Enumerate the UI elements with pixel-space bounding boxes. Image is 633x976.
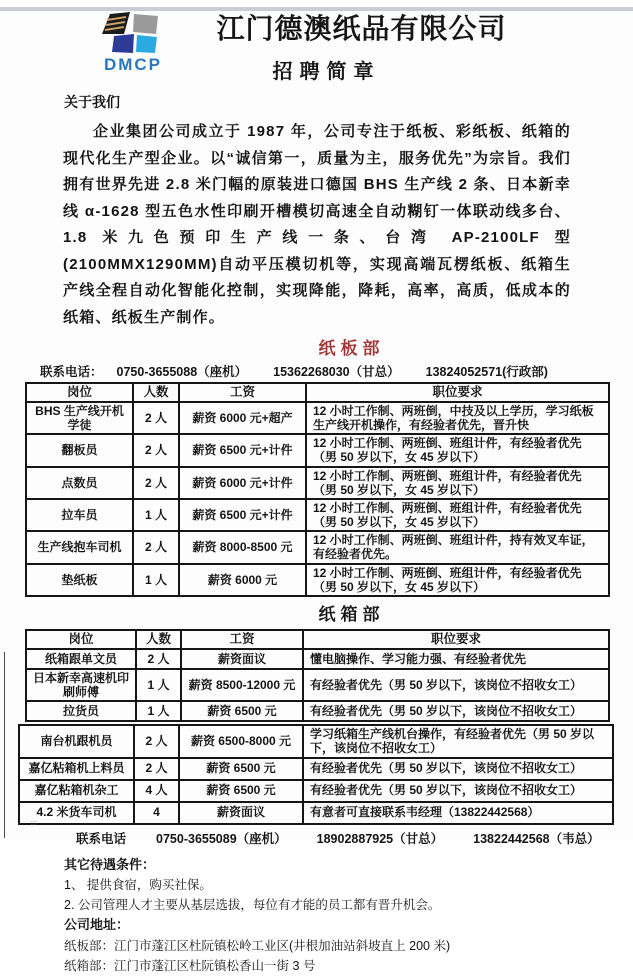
cell: 薪资面议 xyxy=(181,649,303,669)
cell: 薪资 6000 元 xyxy=(179,564,306,596)
table-row xyxy=(19,725,613,757)
benefit-item: 2. 公司管理人才主要从基层选拔，每位有才能的员工都有晋升机会。 xyxy=(64,895,633,915)
column-header: 岗位 xyxy=(26,383,133,402)
cell: 南台机跟机员 xyxy=(19,725,134,757)
phone-manager-gan: 15362268030（甘总） xyxy=(273,362,399,380)
table-row xyxy=(26,402,609,434)
cell: 薪资 6500 元+计件 xyxy=(179,434,306,466)
table-row xyxy=(26,499,609,531)
cell: 点数员 xyxy=(26,467,133,499)
table-row xyxy=(26,564,609,596)
cell: 4 人 xyxy=(134,780,179,802)
cell: 2 人 xyxy=(134,725,179,757)
cell: 薪资 6500 元+计件 xyxy=(179,499,306,531)
cell: 薪资 6500 元 xyxy=(179,780,303,802)
cell: 薪资 6000 元+超产 xyxy=(179,402,306,434)
table-row xyxy=(26,649,609,669)
footer-info xyxy=(64,855,633,976)
cell: 1 人 xyxy=(136,669,181,701)
table-row xyxy=(19,758,613,780)
table-row xyxy=(26,434,609,466)
cell: 2 人 xyxy=(136,649,181,669)
cell: 2 人 xyxy=(134,758,179,780)
column-header: 工资 xyxy=(181,630,303,649)
cell: 薪资 6500-8000 元 xyxy=(179,725,303,757)
about-paragraph: 企业集团公司成立于 1987 年，公司专注于纸板、彩纸板、纸箱的现代化生产型企业。以“诚信第一，质量为主，服务优先”为宗旨。我们拥有世界先进 2.8 米门幅的原装进口德国 BHS 生产线 2 条、日本新幸线 α-1628 型五色水性印刷开槽模切高速全自动糊钉一体联动线多台、1.8 米九色预印生产线一条、台湾 AP-2100LF 型(2100MMX1290MM)自动平压模切机等，实现高端瓦楞纸板、纸箱生产线全程自动化智能化控制，实现降能，降耗，高率，高质，低成本的纸箱、纸板生产制作。 xyxy=(63,119,571,331)
cell: 4 xyxy=(134,802,179,824)
cell: 12 小时工作制、两班倒，中技及以上学历，学习纸板生产线开机操作，有经验者优先，晋升快 xyxy=(306,402,609,434)
cell: 4.2 米货车司机 xyxy=(19,802,134,824)
table-row xyxy=(26,467,609,499)
cell: 垫纸板 xyxy=(26,564,133,596)
box-jobs-table-top xyxy=(25,629,610,722)
cell: 2 人 xyxy=(133,531,179,563)
cell: 1 人 xyxy=(136,701,181,721)
phone-landline: 0750-3655088（座机） xyxy=(117,362,248,380)
column-header: 岗位 xyxy=(26,630,136,649)
cell: 1 人 xyxy=(133,499,179,531)
phone-admin: 13824052571(行政部) xyxy=(426,362,548,380)
benefit-item: 1、 提供食宿，购买社保。 xyxy=(64,875,633,895)
cell: 嘉亿粘箱机上料员 xyxy=(19,758,134,780)
table-row xyxy=(26,669,609,701)
cell: 有经验者优先（男 50 岁以下，该岗位不招收女工） xyxy=(303,758,613,780)
contact-label: 联系电话 xyxy=(76,829,126,847)
cell: 2 人 xyxy=(133,402,179,434)
column-header: 工资 xyxy=(179,383,306,402)
box-jobs-table-bottom xyxy=(18,724,614,824)
cell: BHS 生产线开机学徒 xyxy=(26,402,133,434)
cell: 日本新幸高速机印刷师傅 xyxy=(26,669,136,701)
window-top-edge xyxy=(0,7,633,11)
column-header: 人数 xyxy=(136,630,181,649)
header-row xyxy=(26,383,609,402)
table-row xyxy=(19,780,613,802)
cell: 1 人 xyxy=(133,564,179,596)
about-heading: 关于我们 xyxy=(64,92,633,112)
board-jobs-table xyxy=(25,382,610,597)
phone-landline: 0750-3655089（座机） xyxy=(156,829,287,847)
cell: 有意者可直接联系韦经理（13822442568） xyxy=(303,802,613,824)
page-title: 招聘简章 xyxy=(20,55,633,84)
cell: 嘉亿粘箱机杂工 xyxy=(19,780,134,802)
page-mark: ∷ xyxy=(31,819,37,828)
logo-graphic xyxy=(100,12,166,54)
cell: 懂电脑操作、学习能力强、有经验者优先 xyxy=(303,649,609,669)
logo-text: DMCP xyxy=(96,55,170,75)
cell: 2 人 xyxy=(133,434,179,466)
contact-label: 联系电话： xyxy=(40,362,103,380)
box-contact-line xyxy=(76,829,633,847)
column-header: 职位要求 xyxy=(306,383,609,402)
cell: 薪资 8000-8500 元 xyxy=(179,531,306,563)
cell: 翻板员 xyxy=(26,434,133,466)
cell: 薪资面议 xyxy=(179,802,303,824)
header-row xyxy=(26,630,609,649)
cell: 生产线抱车司机 xyxy=(26,531,133,563)
cell: 纸箱跟单文员 xyxy=(26,649,136,669)
table-row xyxy=(26,531,609,563)
textframe-border xyxy=(4,652,5,838)
cell: 薪资 6000 元+计件 xyxy=(179,467,306,499)
cell: 12 小时工作制、两班倒、班组计件，有经验者优先（男 50 岁以下，女 45 岁以下） xyxy=(306,499,609,531)
cell: 薪资 8500-12000 元 xyxy=(181,669,303,701)
cell: 薪资 6500 元 xyxy=(181,701,303,721)
table-row xyxy=(26,701,609,721)
cell: 薪资 6500 元 xyxy=(179,758,303,780)
cell: 有经验者优先（男 50 岁以下，该岗位不招收女工） xyxy=(303,780,613,802)
cell: 拉车员 xyxy=(26,499,133,531)
board-section-title: 纸板部 xyxy=(70,334,633,359)
cell: 12 小时工作制、两班倒、班组计件，有经验者优先（男 50 岁以下，女 45 岁以下） xyxy=(306,467,609,499)
box-section-title: 纸箱部 xyxy=(70,600,633,625)
address-box: 纸箱部：江门市蓬江区杜阮镇松香山一街 3 号 xyxy=(64,956,633,976)
cell: 12 小时工作制、两班倒、班组计件，有经验者优先（男 50 岁以下，女 45 岁以下） xyxy=(306,434,609,466)
address-heading: 公司地址： xyxy=(64,915,633,936)
cell: 2 人 xyxy=(133,467,179,499)
cell: 12 小时工作制、两班倒、班组计件，有经验者优先（男 50 岁以下，女 45 岁以下） xyxy=(306,564,609,596)
benefits-heading: 其它待遇条件： xyxy=(64,855,633,876)
recruitment-flyer xyxy=(0,7,633,841)
cell: 12 小时工作制、两班倒、班组计件，持有效叉车证，有经验者优先。 xyxy=(306,531,609,563)
cell: 拉货员 xyxy=(26,701,136,721)
board-contact-line xyxy=(40,362,633,380)
phone-manager-wei: 13822442568（韦总） xyxy=(473,829,599,847)
table-row xyxy=(19,802,613,824)
cell: 有经验者优先（男 50 岁以下，该岗位不招收女工） xyxy=(303,669,609,701)
cell: 学习纸箱生产线机台操作，有经验者优先（男 50 岁以下，该岗位不招收女工） xyxy=(303,725,613,757)
company-logo xyxy=(96,12,170,75)
column-header: 人数 xyxy=(133,383,179,402)
address-board: 纸板部：江门市蓬江区杜阮镇松岭工业区(井根加油站斜坡直上 200 米) xyxy=(64,936,633,956)
company-name: 江门德澳纸品有限公司 xyxy=(90,7,633,47)
column-header: 职位要求 xyxy=(303,630,609,649)
cell: 有经验者优先（男 50 岁以下，该岗位不招收女工） xyxy=(303,701,609,721)
phone-manager-gan: 18902887925（甘总） xyxy=(317,829,443,847)
